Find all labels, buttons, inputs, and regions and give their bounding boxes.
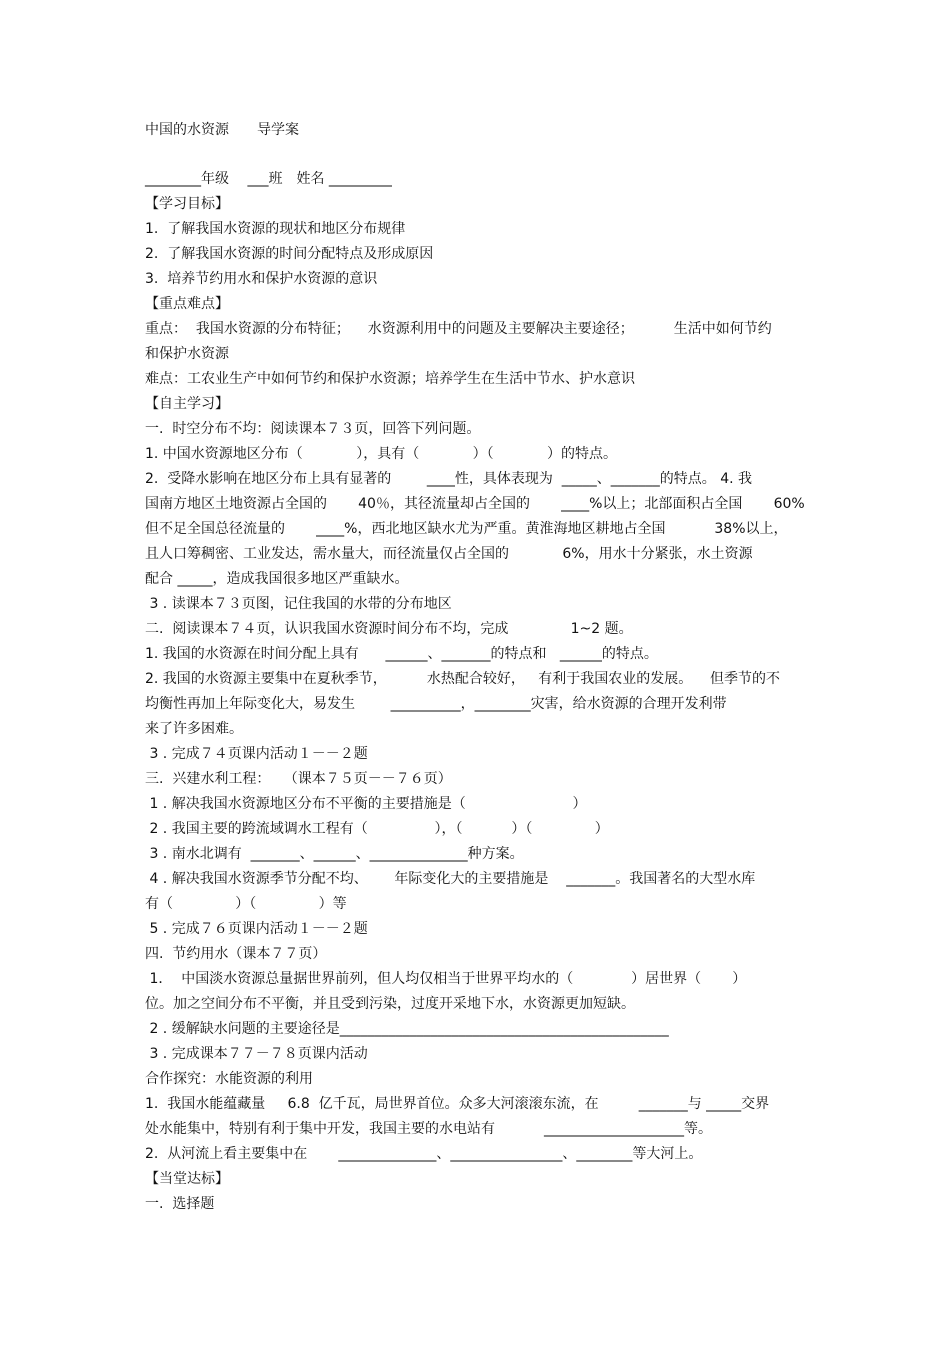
classwork-line: 一. 选择题 [145, 1196, 215, 1212]
part1-line: 国南方地区土地资源占全国的 40％，其径流量却占全国的 ____%以上；北部面积占全国 60% [145, 496, 805, 512]
part1-line: 3 . 读课本７３页图，记住我国的水带的分布地区 [145, 596, 452, 612]
part3-line: 4 . 解决我国水资源季节分配不均、 年际变化大的主要措施是 _______。我国著名的大型水库 [145, 871, 756, 887]
section-focus: 【重点难点】 [145, 296, 229, 312]
cooperative-line: 处水能集中，特别有利于集中开发，我国主要的水电站有 ____________________等。 [145, 1121, 712, 1137]
cooperative-line: 2. 从河流上看主要集中在 ______________、________________、________等大河上。 [145, 1146, 703, 1162]
objective-item: 3. 培养节约用水和保护水资源的意识 [145, 271, 378, 287]
part3-line: 有（ ）（ ）等 [145, 896, 347, 912]
objective-item: 2. 了解我国水资源的时间分配特点及形成原因 [145, 246, 434, 262]
part1-line: 且人口筹稠密、工业发达，需水量大，而径流量仅占全国的 6%，用水十分紧张，水土资源 [145, 546, 753, 562]
part4-line: 1． 中国淡水资源总量据世界前列，但人均仅相当于世界平均水的（ ）居世界（ ） [145, 971, 747, 987]
part1-line: 2. 受降水影响在地区分布上具有显著的 ____性，具体表现为 _____、_______的特点。 4. 我 [145, 471, 753, 487]
part3-line: 三. 兴建水利工程： （课本７５页－－７６页） [145, 771, 452, 787]
part2-line: 3 . 完成７４页课内活动１－－２题 [145, 746, 368, 762]
part4-line: 2 . 缓解缺水问题的主要途径是_______________________________________________ [145, 1021, 669, 1037]
part3-line: 2 . 我国主要的跨流域调水工程有（ ），（ ）（ ） [145, 821, 609, 837]
part4-line: 四. 节约用水（课本７７页） [145, 946, 327, 962]
part2-line: 来了许多困难。 [145, 721, 243, 737]
section-objectives: 【学习目标】 [145, 196, 229, 212]
part2-line: 2. 我国的水资源主要集中在夏秋季节， 水热配合较好， 有利于我国农业的发展。 但季节的不 [145, 671, 781, 687]
part4-line: 3 . 完成课本７７－７８页课内活动 [145, 1046, 368, 1062]
part1-line: 配合 _____，造成我国很多地区严重缺水。 [145, 571, 409, 587]
part1-line: 1. 中国水资源地区分布（ ），具有（ ）（ ）的特点。 [145, 446, 618, 462]
focus-line: 和保护水资源 [145, 346, 229, 362]
name-line: ________年级 ___班 姓名 _________ [145, 171, 392, 187]
objective-item: 1. 了解我国水资源的现状和地区分布规律 [145, 221, 406, 237]
document-title: 中国的水资源 导学案 [145, 122, 299, 138]
part4-line: 位。加之空间分布不平衡，并且受到污染，过度开采地下水，水资源更加短缺。 [145, 996, 635, 1012]
part2-line: 均衡性再加上年际变化大，易发生 __________，________灾害，给水资源的合理开发利带 [145, 696, 727, 712]
part2-line: 二. 阅读课本７４页，认识我国水资源时间分布不均，完成 1~2 题。 [145, 621, 633, 637]
part1-line: 但不足全国总径流量的 ____%，西北地区缺水尤为严重。黄淮海地区耕地占全国 38%以上， [145, 521, 788, 537]
cooperative-line: 1. 我国水能蕴藏量 6.8 亿千瓦，局世界首位。众多大河滚滚东流，在 _______与 _____交界 [145, 1096, 770, 1112]
section-classwork: 【当堂达标】 [145, 1171, 229, 1187]
part1-line: 一. 时空分布不均：阅读课本７３页，回答下列问题。 [145, 421, 481, 437]
part3-line: 5 . 完成７６页课内活动１－－２题 [145, 921, 368, 937]
part2-line: 1. 我国的水资源在时间分配上具有 ______、_______的特点和 ______的特点。 [145, 646, 658, 662]
part3-line: 3 . 南水北调有 _______、______、______________种方案。 [145, 846, 524, 862]
focus-line: 重点： 我国水资源的分布特征； 水资源利用中的问题及主要解决主要途径； 生活中如何节约 [145, 321, 772, 337]
section-self-study: 【自主学习】 [145, 396, 229, 412]
part3-line: 1 . 解决我国水资源地区分布不平衡的主要措施是（ ） [145, 796, 587, 812]
cooperative-line: 合作探究：水能资源的利用 [145, 1071, 313, 1087]
focus-line: 难点：工农业生产中如何节约和保护水资源；培养学生在生活中节水、护水意识 [145, 371, 635, 387]
